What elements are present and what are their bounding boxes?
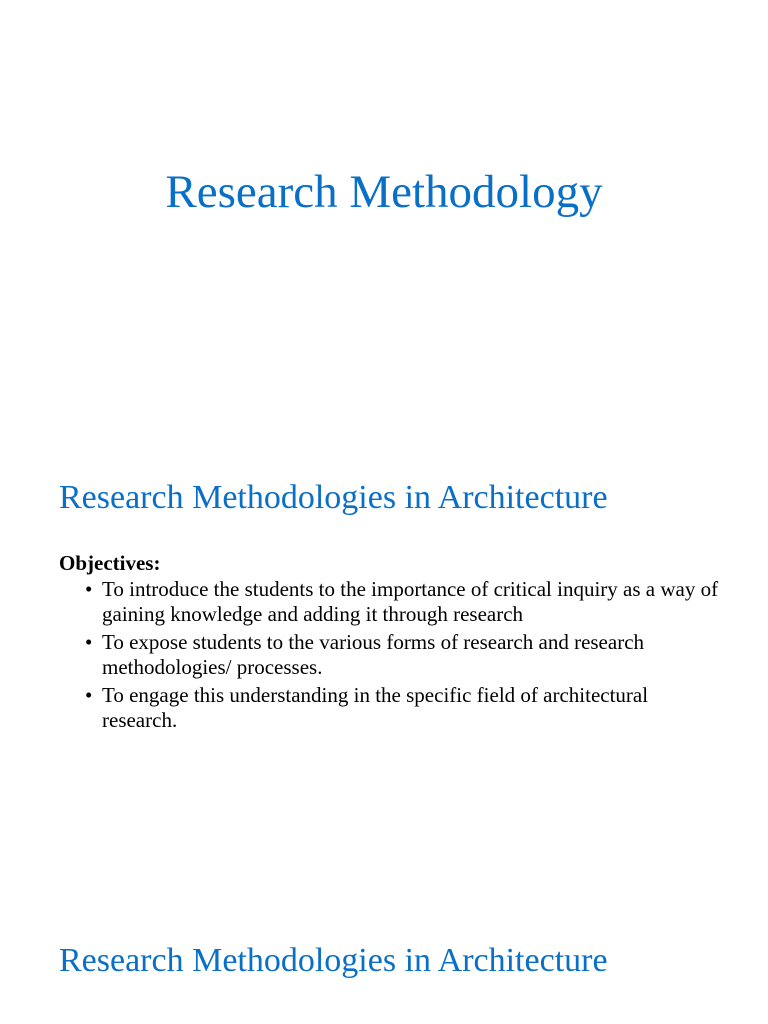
list-item [85,683,725,733]
bullet-icon: • [85,630,93,654]
objectives-list [85,577,725,736]
slide-title: Research Methodology [165,166,603,218]
list-item [85,577,725,627]
bullet-icon: • [85,683,93,707]
objectives-label: Objectives: [59,551,161,575]
list-item [85,630,725,680]
bullet-text: To expose students to the various forms of research and research methodologies/ processes. [102,630,645,679]
bullet-icon: • [85,577,93,601]
bullet-text: To engage this understanding in the specific field of architectural research. [102,683,649,732]
section-heading: Research Methodologies in Architecture [59,479,608,516]
section-heading-2: Research Methodologies in Architecture [59,942,608,979]
bullet-text: To introduce the students to the importance of critical inquiry as a way of gaining knowledge and adding it through research [102,577,719,626]
